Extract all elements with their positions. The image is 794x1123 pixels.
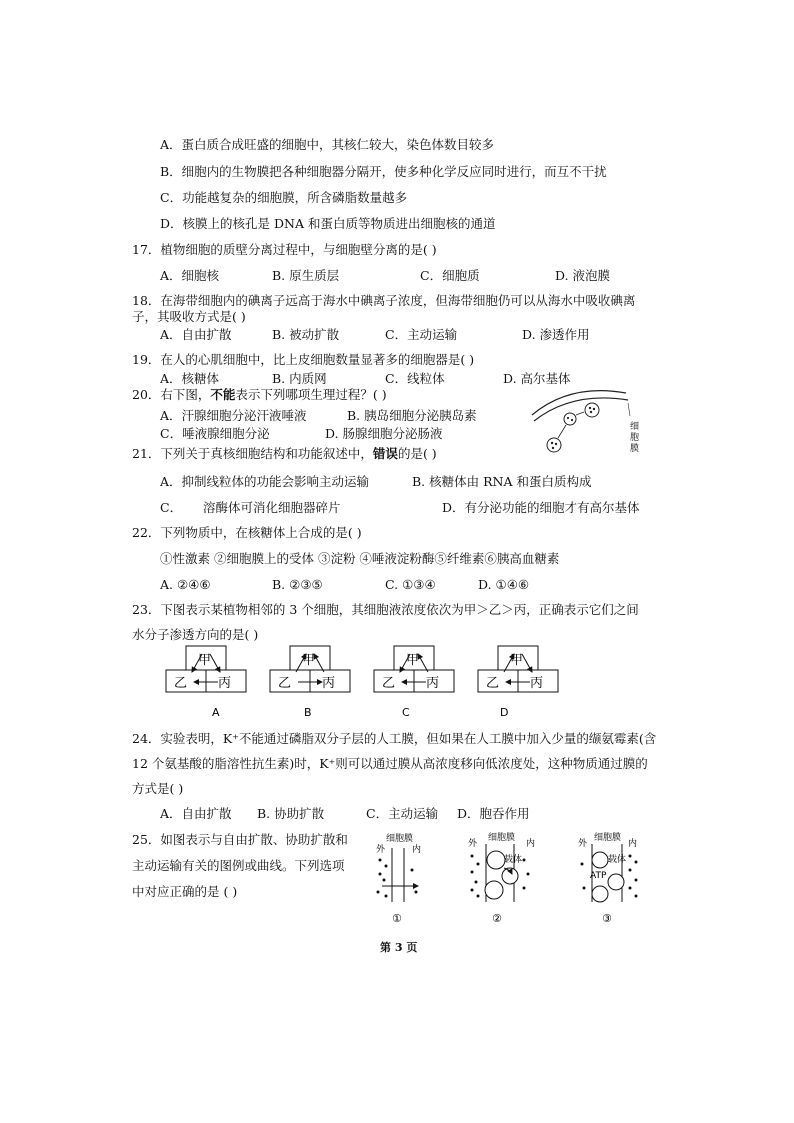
q17-option-c: C．细胞质: [420, 268, 480, 283]
membrane-label-char-1: 细: [630, 422, 640, 432]
q20-stem-pre: 20．右下图，: [132, 387, 211, 402]
q24-option-d: D．胞吞作用: [457, 806, 530, 821]
cell-jia-b: 甲: [302, 653, 316, 668]
q18-stem-line1: 18．在海带细胞内的碘离子远高于海水中碘离子浓度，但海带细胞仍可以从海水中吸收碘离: [132, 293, 636, 308]
figure-facilitated-diffusion: [468, 831, 535, 925]
q20-option-a: A．汗腺细胞分泌汗液唾液: [160, 408, 307, 423]
q21-stem: [132, 446, 437, 462]
q22-option-b: B. ②③⑤: [272, 577, 323, 592]
cell-yi-a: 乙: [174, 676, 188, 691]
q20-option-c: C．唾液腺细胞分泌: [160, 426, 270, 441]
cell-bing-c: 丙: [426, 676, 440, 691]
diagram-label-a: A: [212, 706, 220, 719]
transport-figures: [370, 830, 670, 930]
fig1-outside-label: 外: [376, 845, 386, 855]
fig2-membrane-label: 细胞膜: [488, 833, 516, 843]
fig2-outside-label: 外: [468, 839, 478, 849]
cell-yi-d: 乙: [486, 676, 500, 691]
q21-option-d: D．有分泌功能的细胞才有高尔基体: [442, 500, 640, 515]
diagram-b: [270, 646, 350, 692]
fig2-inside-label: 内: [526, 839, 536, 849]
q22-option-a: A. ②④⑥: [160, 577, 211, 592]
diagram-label-b: B: [304, 706, 312, 719]
q20-stem-post: 表示下列哪项生理过程？( ): [235, 387, 387, 402]
q21-stem-emphasis: 错误: [372, 446, 398, 461]
fig3-number: ③: [602, 912, 612, 925]
cell-jia-a: 甲: [198, 653, 212, 668]
q25-stem-line1: 25．如图表示与自由扩散、协助扩散和: [132, 832, 348, 847]
q19-option-b: B. 内质网: [272, 371, 327, 386]
q16-option-d: D．核膜上的核孔是 DNA 和蛋白质等物质进出细胞核的通道: [160, 216, 496, 231]
cell-bing-a: 丙: [218, 676, 232, 691]
q17-stem: 17．植物细胞的质壁分离过程中，与细胞壁分离的是( ): [132, 242, 437, 257]
q18-stem-line2: 子，其吸收方式是( ): [132, 309, 246, 324]
diagram-d: [478, 646, 558, 692]
q21-stem-pre: 21．下列关于真核细胞结构和功能叙述中，: [132, 446, 373, 461]
q19-stem: 19．在人的心肌细胞中，比上皮细胞数量显著多的细胞器是( ): [132, 352, 475, 367]
q20-stem-emphasis: 不能: [210, 387, 236, 402]
q18-option-d: D. 渗透作用: [522, 327, 590, 342]
q17-option-b: B. 原生质层: [272, 268, 340, 283]
q24-option-a: A．自由扩散: [160, 806, 232, 821]
q21-option-c: 溶酶体可消化细胞器碎片: [203, 500, 341, 515]
fig2-carrier-label: 载体: [504, 855, 523, 865]
q19-option-c: C．线粒体: [385, 371, 445, 386]
page-number: 第 3 页: [380, 941, 418, 954]
fig1-inside-label: 内: [412, 845, 422, 855]
q20-option-d: D. 肠腺细胞分泌肠液: [325, 426, 443, 441]
fig3-atp-label: ATP: [590, 871, 607, 881]
q19-option-a: A．核糖体: [160, 371, 220, 386]
q22-option-d: D. ①④⑥: [478, 577, 530, 592]
diagram-label-d: D: [500, 706, 509, 719]
q24-stem-line1: 24．实验表明，K⁺不能通过磷脂双分子层的人工膜，但如果在人工膜中加入少量的缬氨霉素(含: [132, 731, 657, 746]
q16-option-c: C．功能越复杂的细胞膜，所含磷脂数量越多: [160, 190, 408, 205]
cell-jia-d: 甲: [510, 653, 524, 668]
q25-stem-line3: 中对应正确的是 ( ): [132, 884, 238, 899]
q20-stem: [132, 387, 387, 403]
q18-option-a: A．自由扩散: [160, 327, 232, 342]
q23-stem-line1: 23．下图表示某植物相邻的 3 个细胞，其细胞液浓度依次为甲＞乙＞丙，正确表示它们之间: [132, 602, 639, 617]
diagram-c: [374, 646, 454, 692]
q24-option-c: C．主动运输: [366, 806, 439, 821]
fig2-number: ②: [492, 912, 502, 925]
q24-option-b: B. 协助扩散: [257, 806, 325, 821]
q16-option-a: A．蛋白质合成旺盛的细胞中，其核仁较大，染色体数目较多: [160, 137, 495, 152]
fig1-number: ①: [392, 912, 402, 925]
diagram-label-c: C: [402, 706, 410, 719]
q25-stem-line2: 主动运输有关的图例或曲线。下列选项: [132, 858, 345, 873]
q16-option-b: B．细胞内的生物膜把各种细胞器分隔开，使多种化学反应同时进行，而互不干扰: [160, 164, 607, 179]
fig3-outside-label: 外: [578, 839, 588, 849]
q18-option-c: C．主动运输: [385, 327, 458, 342]
cell-jia-c: 甲: [406, 653, 420, 668]
figure-active-transport: [578, 831, 638, 925]
membrane-label-char-2: 胞: [630, 433, 640, 443]
q22-items: ①性激素 ②细胞膜上的受体 ③淀粉 ④唾液淀粉酶⑤纤维素⑥胰高血糖素: [160, 551, 560, 566]
q21-option-c-letter: C．: [160, 500, 183, 515]
q21-option-b: B. 核糖体由 RNA 和蛋白质构成: [412, 474, 592, 489]
q24-stem-line3: 方式是( ): [132, 781, 184, 796]
figure-free-diffusion: [376, 832, 421, 925]
diagram-a: [166, 646, 246, 692]
secretion-figure: [530, 383, 650, 463]
q20-option-b: B. 胰岛细胞分泌胰岛素: [347, 408, 477, 423]
cell-yi-c: 乙: [382, 676, 396, 691]
q21-option-a: A．抑制线粒体的功能会影响主动运输: [160, 474, 370, 489]
osmosis-diagrams: [150, 640, 570, 720]
cell-bing-d: 丙: [530, 676, 544, 691]
fig3-inside-label: 内: [628, 839, 638, 849]
cell-bing-b: 丙: [322, 676, 336, 691]
q21-stem-post: 的是( ): [397, 446, 437, 461]
q19-option-d: D. 高尔基体: [503, 371, 571, 386]
fig3-carrier-label: 载体: [608, 855, 627, 865]
fig3-membrane-label: 细胞膜: [594, 833, 622, 843]
membrane-label-char-3: 膜: [630, 444, 640, 454]
q22-stem: 22．下列物质中，在核糖体上合成的是( ): [132, 525, 362, 540]
q17-option-a: A．细胞核: [160, 268, 220, 283]
q18-option-b: B. 被动扩散: [272, 327, 340, 342]
cell-yi-b: 乙: [278, 676, 292, 691]
fig1-membrane-label: 细胞膜: [386, 834, 414, 844]
q23-stem-line2: 水分子渗透方向的是( ): [132, 627, 259, 642]
q24-stem-line2: 12 个氨基酸的脂溶性抗生素)时，K⁺则可以通过膜从高浓度移向低浓度处，这种物质通过膜的: [132, 756, 648, 771]
q17-option-d: D. 液泡膜: [555, 268, 611, 283]
q22-option-c: C. ①③④: [385, 577, 436, 592]
